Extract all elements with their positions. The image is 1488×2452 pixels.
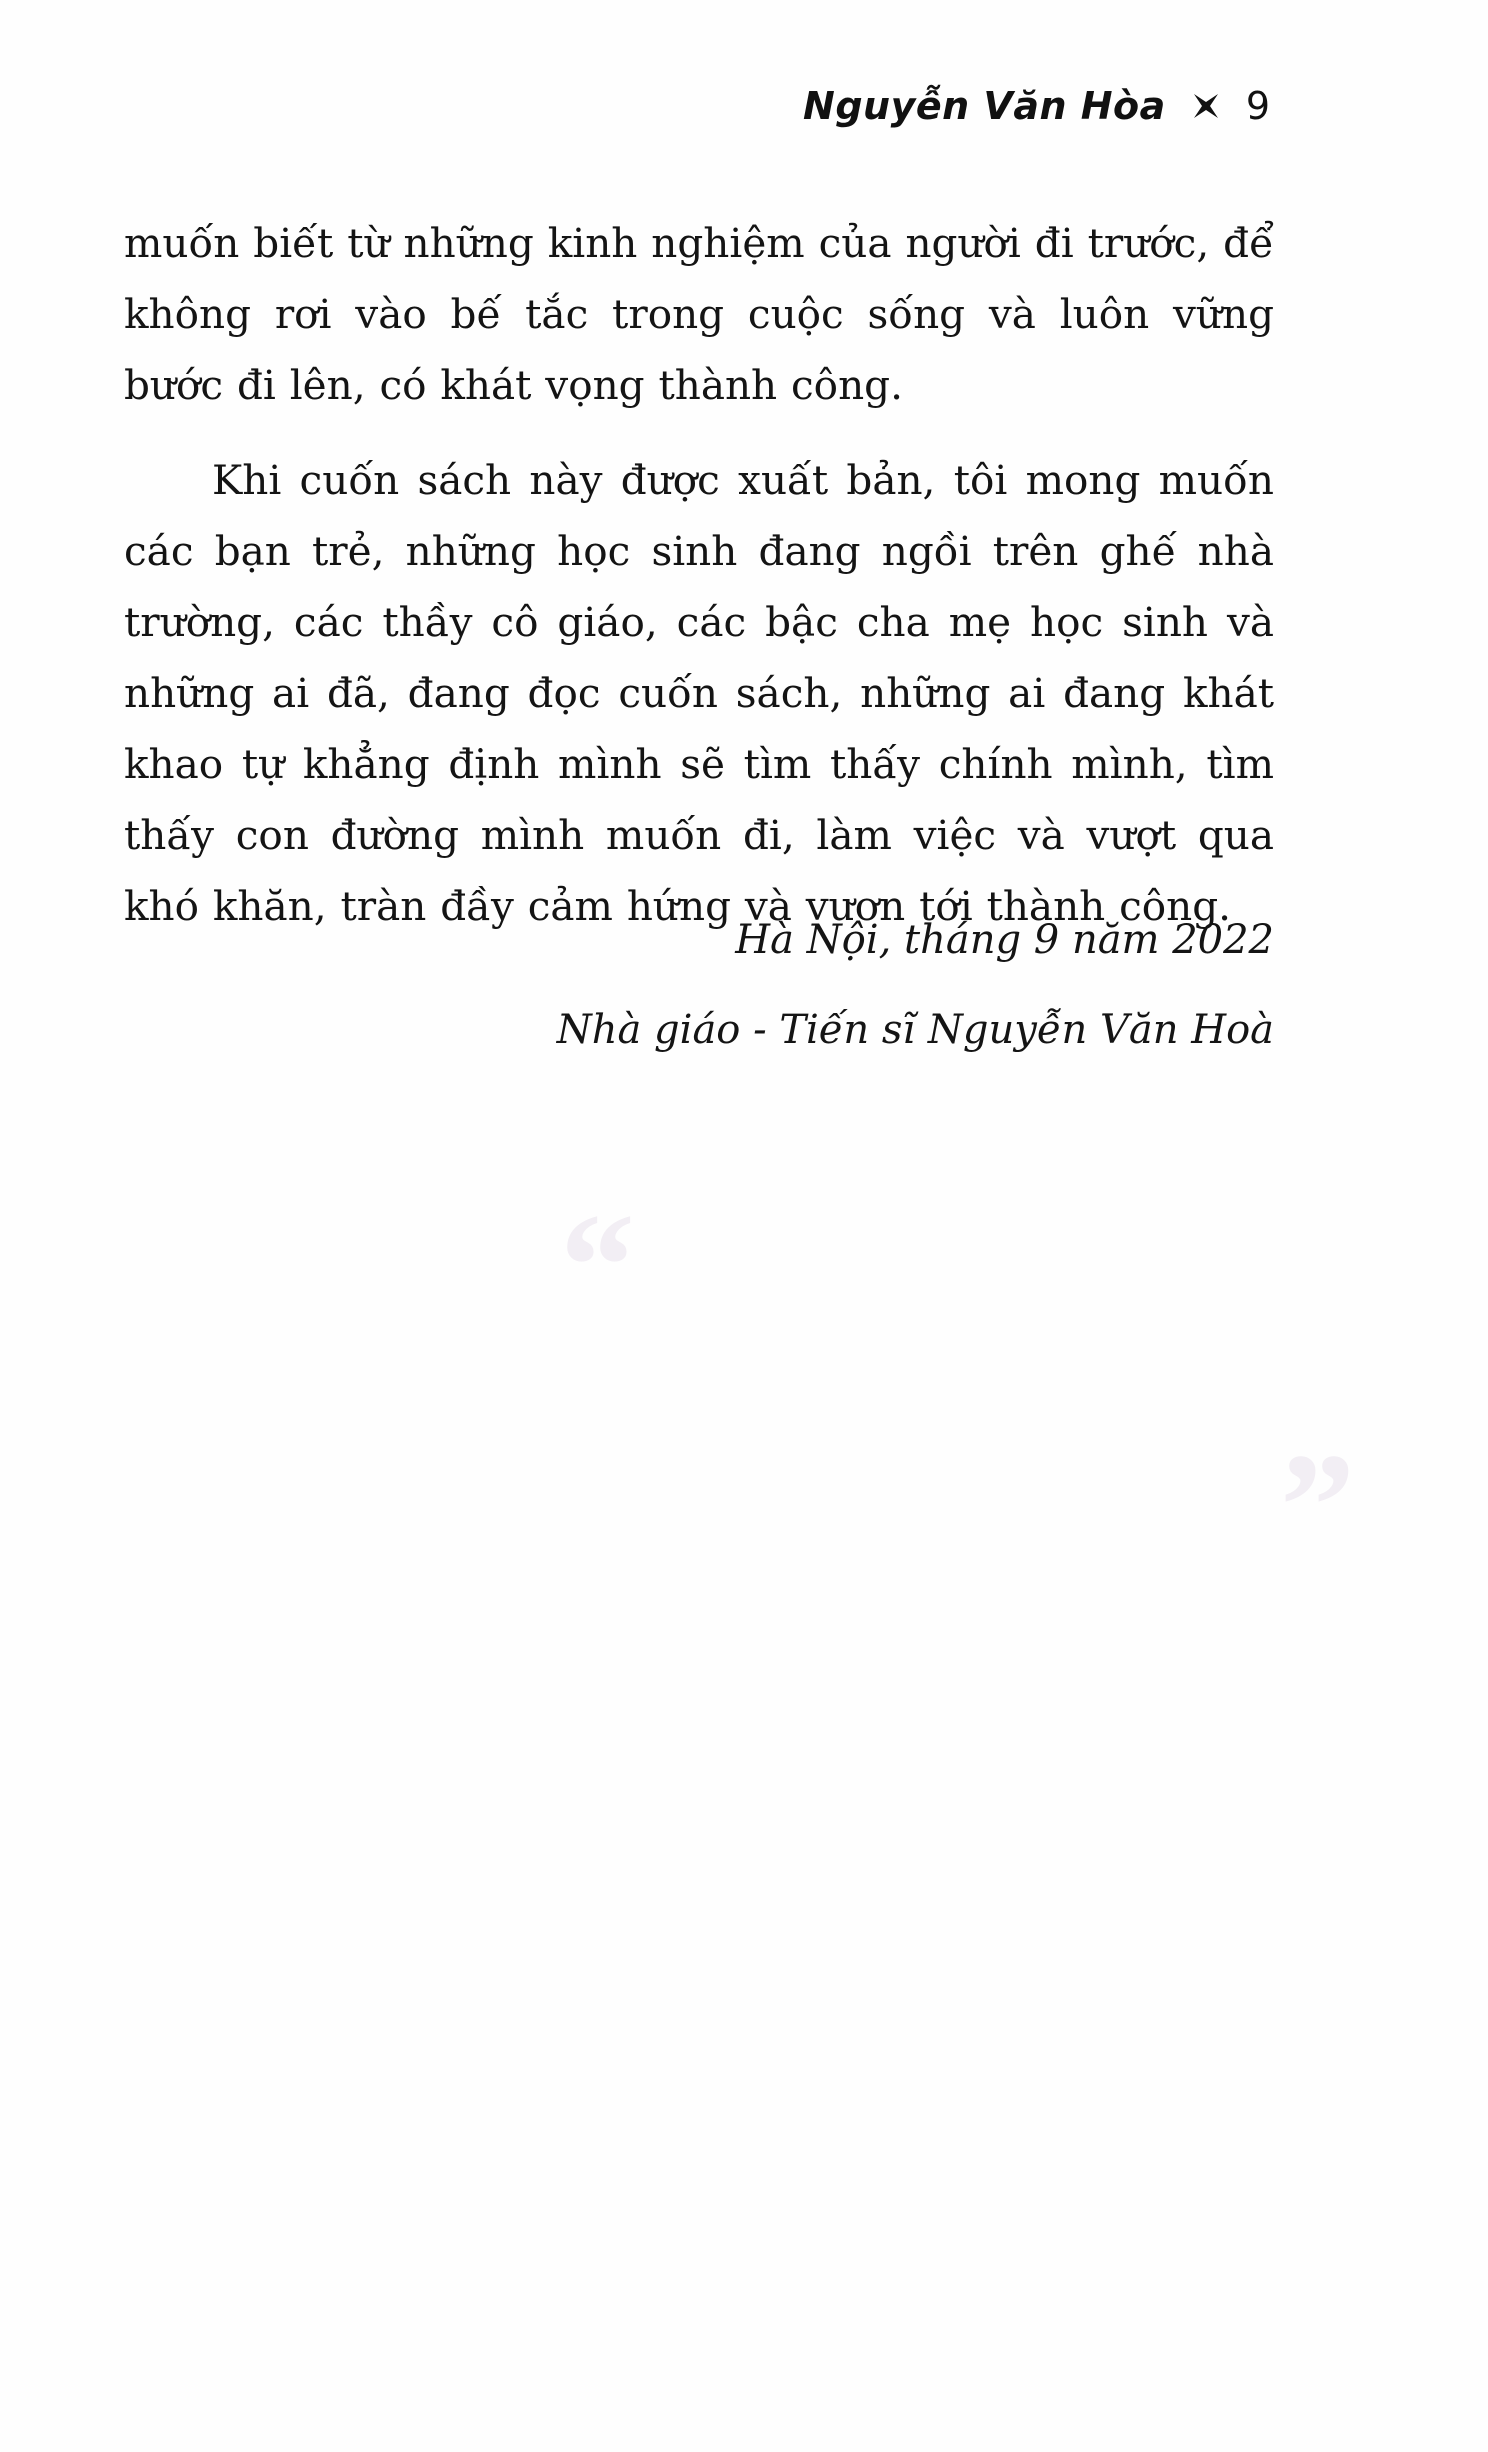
running-head-author: Nguyễn Văn Hòa — [803, 84, 1166, 128]
four-point-star-icon — [1192, 92, 1220, 120]
bleed-through-title-decoration: ​ — [592, 884, 608, 1105]
page-number: 9 — [1245, 84, 1270, 128]
signature-block — [557, 895, 1274, 1075]
bleed-through-close-quote-decoration: ” — [1280, 1423, 1355, 1589]
signature-place-date: Hà Nội, tháng 9 năm 2022 — [735, 917, 1274, 963]
running-head — [803, 84, 1270, 128]
bleed-through-open-quote-decoration: “ — [560, 1183, 635, 1349]
paragraph-closing: Khi cuốn sách này được xuất bản, tôi mong muốn các bạn trẻ, những học sinh đang ngồi trên ghế nhà trường, các thầy cô giáo, các bậc cha mẹ học sinh và những ai đã, đang đọc cuốn sách, những ai đang khát khao tự khẳng định mình sẽ tìm thấy chính mình, tìm thấy con đường mình muốn đi, làm việc và vượt qua khó khăn, tràn đầy cảm hứng và vươn tới thành công. — [124, 456, 1274, 930]
paragraph-continued: muốn biết từ những kinh nghiệm của người đi trước, để không rơi vào bế tắc trong cuộc sống và luôn vững bước đi lên, có khát vọng thành công. — [124, 219, 1274, 409]
signature-author-title: Nhà giáo - Tiến sĩ Nguyễn Văn Hoà — [556, 1007, 1274, 1053]
body-text — [124, 208, 1274, 942]
